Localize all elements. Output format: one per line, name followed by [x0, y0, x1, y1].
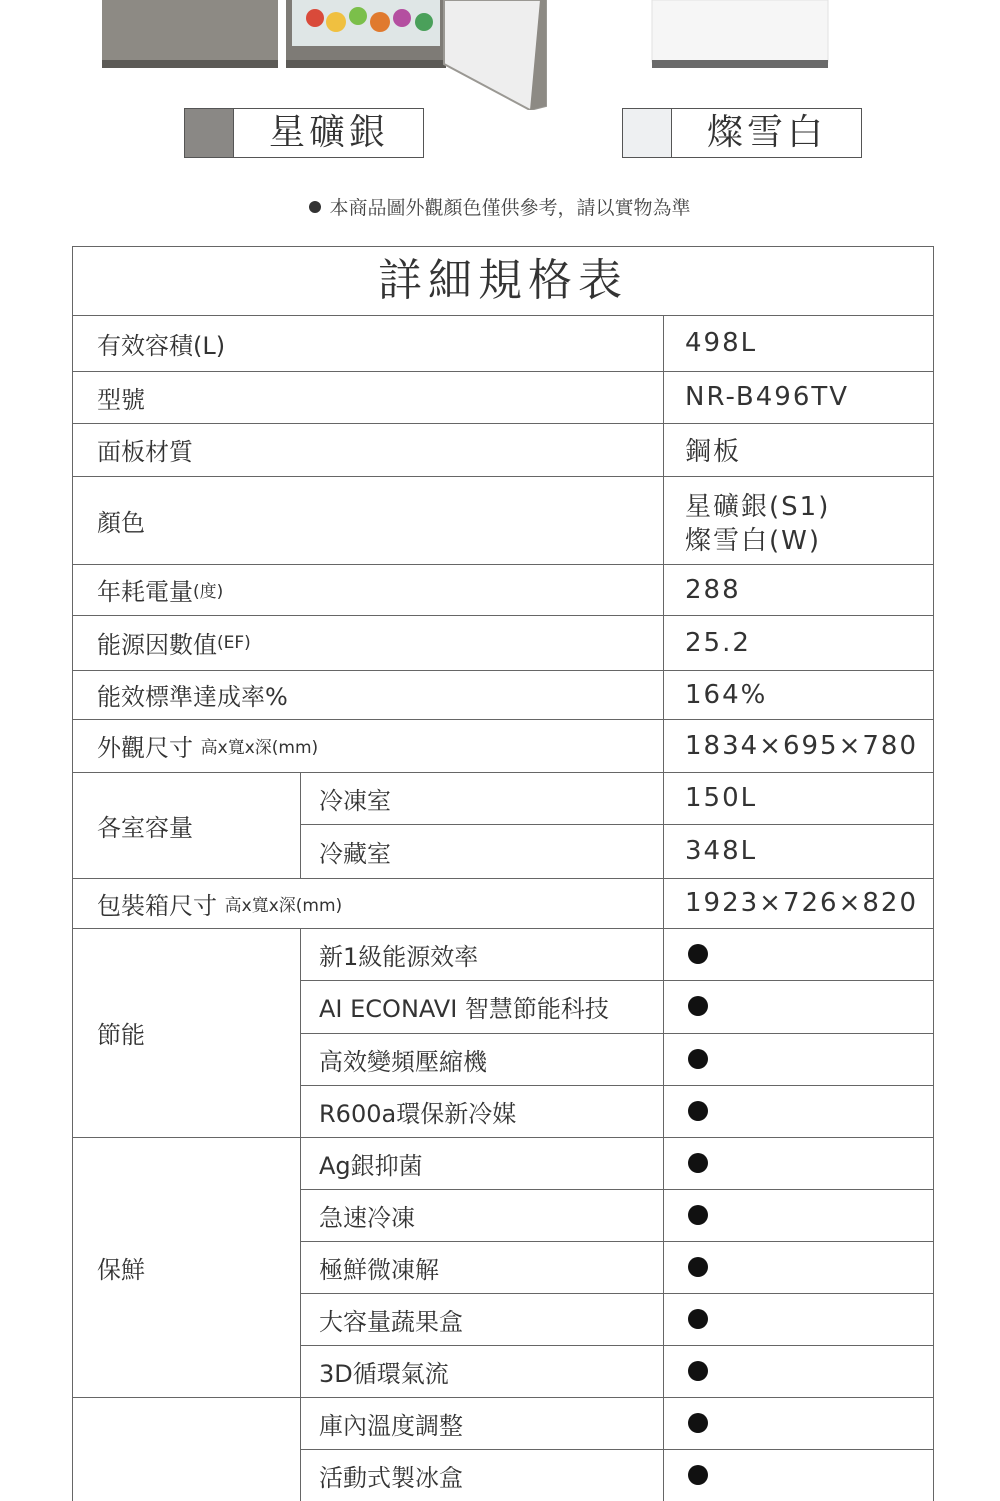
label-fridge: 冷藏室 [319, 839, 391, 868]
feature-fresh-5: 3D循環氣流 [319, 1359, 449, 1388]
spec-table [72, 246, 934, 1501]
value-panel: 鋼板 [685, 437, 742, 467]
color-option-silver [184, 108, 424, 158]
label-fresh-group: 保鮮 [97, 1255, 145, 1284]
value-ef: 25.2 [685, 627, 751, 658]
label-ef: 能源因數值 (EF) [97, 631, 251, 659]
silver-swatch [185, 109, 234, 157]
label-panel: 面板材質 [97, 438, 193, 466]
check-dot-icon [688, 1465, 708, 1485]
white-fridge-image [650, 0, 830, 72]
check-dot-icon [688, 1049, 708, 1069]
feature-energy-3: 高效變頻壓縮機 [319, 1047, 487, 1076]
check-dot-icon [688, 1413, 708, 1433]
check-dot-icon [688, 996, 708, 1016]
value-model: NR-B496TV [685, 382, 850, 412]
label-annual-power: 年耗電量 (度) [97, 578, 224, 606]
label-capacity: 有效容積(L) [97, 331, 226, 360]
check-dot-icon [688, 1205, 708, 1225]
value-dimensions: 1834×695×780 [685, 730, 918, 761]
check-dot-icon [688, 1101, 708, 1121]
feature-other-2: 活動式製冰盒 [319, 1463, 463, 1492]
check-dot-icon [688, 1309, 708, 1329]
label-model: 型號 [97, 385, 145, 414]
color-option-white [622, 108, 862, 158]
sub-divider-compartments [300, 772, 301, 878]
sub-divider-features [300, 928, 301, 1501]
value-color-silver: 星礦銀(S1) [685, 491, 831, 522]
value-package: 1923×726×820 [685, 888, 918, 918]
value-annual-power: 288 [685, 574, 741, 605]
label-compartments: 各室容量 [97, 813, 193, 842]
value-color-white: 燦雪白(W) [685, 525, 821, 556]
label-energy-group: 節能 [97, 1021, 145, 1049]
label-freezer: 冷凍室 [319, 786, 391, 815]
value-capacity: 498L [685, 328, 758, 358]
color-disclaimer: 本商品圖外觀顏色僅供參考，請以實物為準 [0, 193, 1000, 220]
color-name-silver: 星礦銀 [268, 112, 389, 153]
feature-fresh-1: Ag銀抑菌 [319, 1151, 423, 1180]
feature-other-1: 庫內溫度調整 [319, 1411, 463, 1440]
label-package: 包裝箱尺寸 高x寬x深(mm) [97, 891, 343, 920]
label-color: 顏色 [97, 508, 145, 537]
white-swatch [623, 109, 672, 157]
feature-energy-2: AI ECONAVI 智慧節能科技 [319, 995, 609, 1023]
feature-energy-1: 新1級能源效率 [319, 942, 479, 971]
value-freezer: 150L [685, 783, 758, 813]
label-dimensions: 外觀尺寸 高x寬x深(mm) [97, 734, 319, 762]
feature-fresh-3: 極鮮微凍解 [319, 1255, 439, 1284]
color-name-white: 燦雪白 [706, 112, 827, 153]
check-dot-icon [688, 1361, 708, 1381]
bullet-icon [309, 201, 321, 213]
value-efficiency-rate: 164% [685, 679, 768, 710]
feature-energy-4: R600a環保新冷媒 [319, 1099, 517, 1128]
value-divider [663, 315, 664, 1501]
spec-title: 詳細規格表 [73, 247, 933, 316]
feature-fresh-4: 大容量蔬果盒 [319, 1307, 463, 1336]
silver-fridge-image [100, 0, 548, 110]
check-dot-icon [688, 944, 708, 964]
label-efficiency-rate: 能效標準達成率% [97, 683, 288, 711]
value-fridge: 348L [685, 836, 758, 866]
check-dot-icon [688, 1153, 708, 1173]
feature-fresh-2: 急速冷凍 [319, 1203, 415, 1232]
check-dot-icon [688, 1257, 708, 1277]
